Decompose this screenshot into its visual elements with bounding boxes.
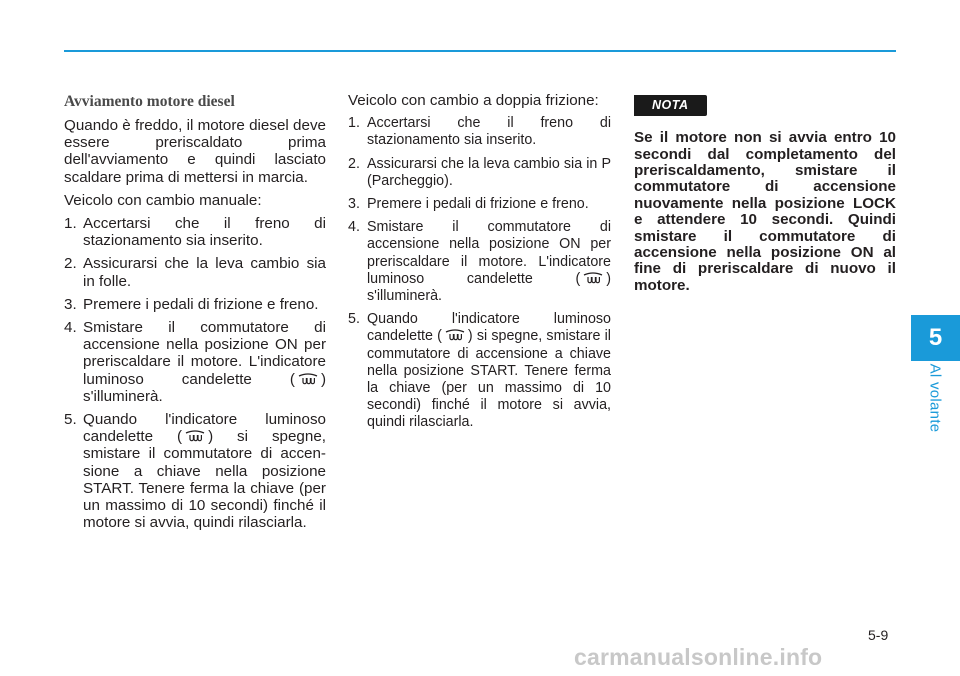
column-dual-clutch bbox=[348, 92, 611, 438]
glow-plug-icon bbox=[183, 429, 207, 444]
step-item: 1. Accertarsi che il freno di stazionamento sia inserito. bbox=[64, 215, 326, 250]
step-item: 4. Smistare il commutatore di accensione nella posizione ON per preriscaldare il motore. L'indicatore luminoso candelette ( ) s'illuminerà. bbox=[64, 319, 326, 405]
step-item: 4. Smistare il commutatore di accensione nella posizione ON per preriscaldare il motore. L'indicatore luminoso candelette ( ) s'illuminerà. bbox=[348, 219, 611, 305]
intro-paragraph: Quando è freddo, il motore diesel deve essere preriscaldato prima dell'avviamento e quindi lasciato scaldare prima di mettersi in marcia. bbox=[64, 117, 326, 186]
glow-plug-icon bbox=[581, 271, 605, 286]
chapter-title: Al volante bbox=[926, 363, 944, 433]
note-text: Se il motore non si avvia entro 10 secondi dal completamento del preriscaldamento, smistare il commutatore di accensione nuovamente nella posizione LOCK e attendere 10 secondi. Quindi smistare il commutatore di accensione nella posizione ON al fine di preriscaldare di nuovo il motore. bbox=[634, 129, 896, 294]
column-note bbox=[634, 92, 896, 294]
step-item: 3. Premere i pedali di frizione e freno. bbox=[64, 295, 319, 313]
dct-steps bbox=[348, 115, 611, 431]
manual-subheading: Veicolo con cambio manuale: bbox=[64, 191, 262, 209]
watermark: carmanualsonline.info bbox=[574, 644, 823, 670]
column-manual bbox=[64, 92, 326, 537]
step-item: 1. Accertarsi che il freno di stazionamento sia inserito. bbox=[348, 115, 611, 149]
dct-subheading: Veicolo con cambio a doppia frizione: bbox=[348, 92, 599, 109]
glow-plug-icon bbox=[443, 328, 467, 343]
glow-plug-icon bbox=[296, 372, 320, 387]
header-rule bbox=[64, 50, 896, 52]
chapter-tab: 5 bbox=[911, 315, 960, 361]
note-badge: NOTA bbox=[634, 95, 707, 116]
step-item: 3. Premere i pedali di frizione e freno. bbox=[348, 196, 589, 213]
step-item: 5. Quando l'indicatore luminoso candelette ( ) si spegne, smistare il commutatore di accen-sione a chiave nella posizione START. Tenere ferma la chiave (per un massimo di 10 secondi) finché il motore si avvia, quindi rilasciarla. bbox=[64, 411, 326, 532]
step-item: 5. Quando l'indicatore luminoso candelette ( ) si spegne, smistare il commutatore di accensione a chiave nella posizione START. Tenere ferma la chiave (per un massimo di 10 secondi) finché il motore si avvia, quindi rilasciarla. bbox=[348, 311, 611, 431]
step-item: 2. Assicurarsi che la leva cambio sia in P (Parcheggio). bbox=[348, 155, 611, 189]
section-heading: Avviamento motore diesel bbox=[64, 93, 235, 110]
manual-steps bbox=[64, 215, 326, 531]
page-number: 5-9 bbox=[868, 627, 889, 643]
step-item: 2. Assicurarsi che la leva cambio sia in folle. bbox=[64, 255, 326, 290]
